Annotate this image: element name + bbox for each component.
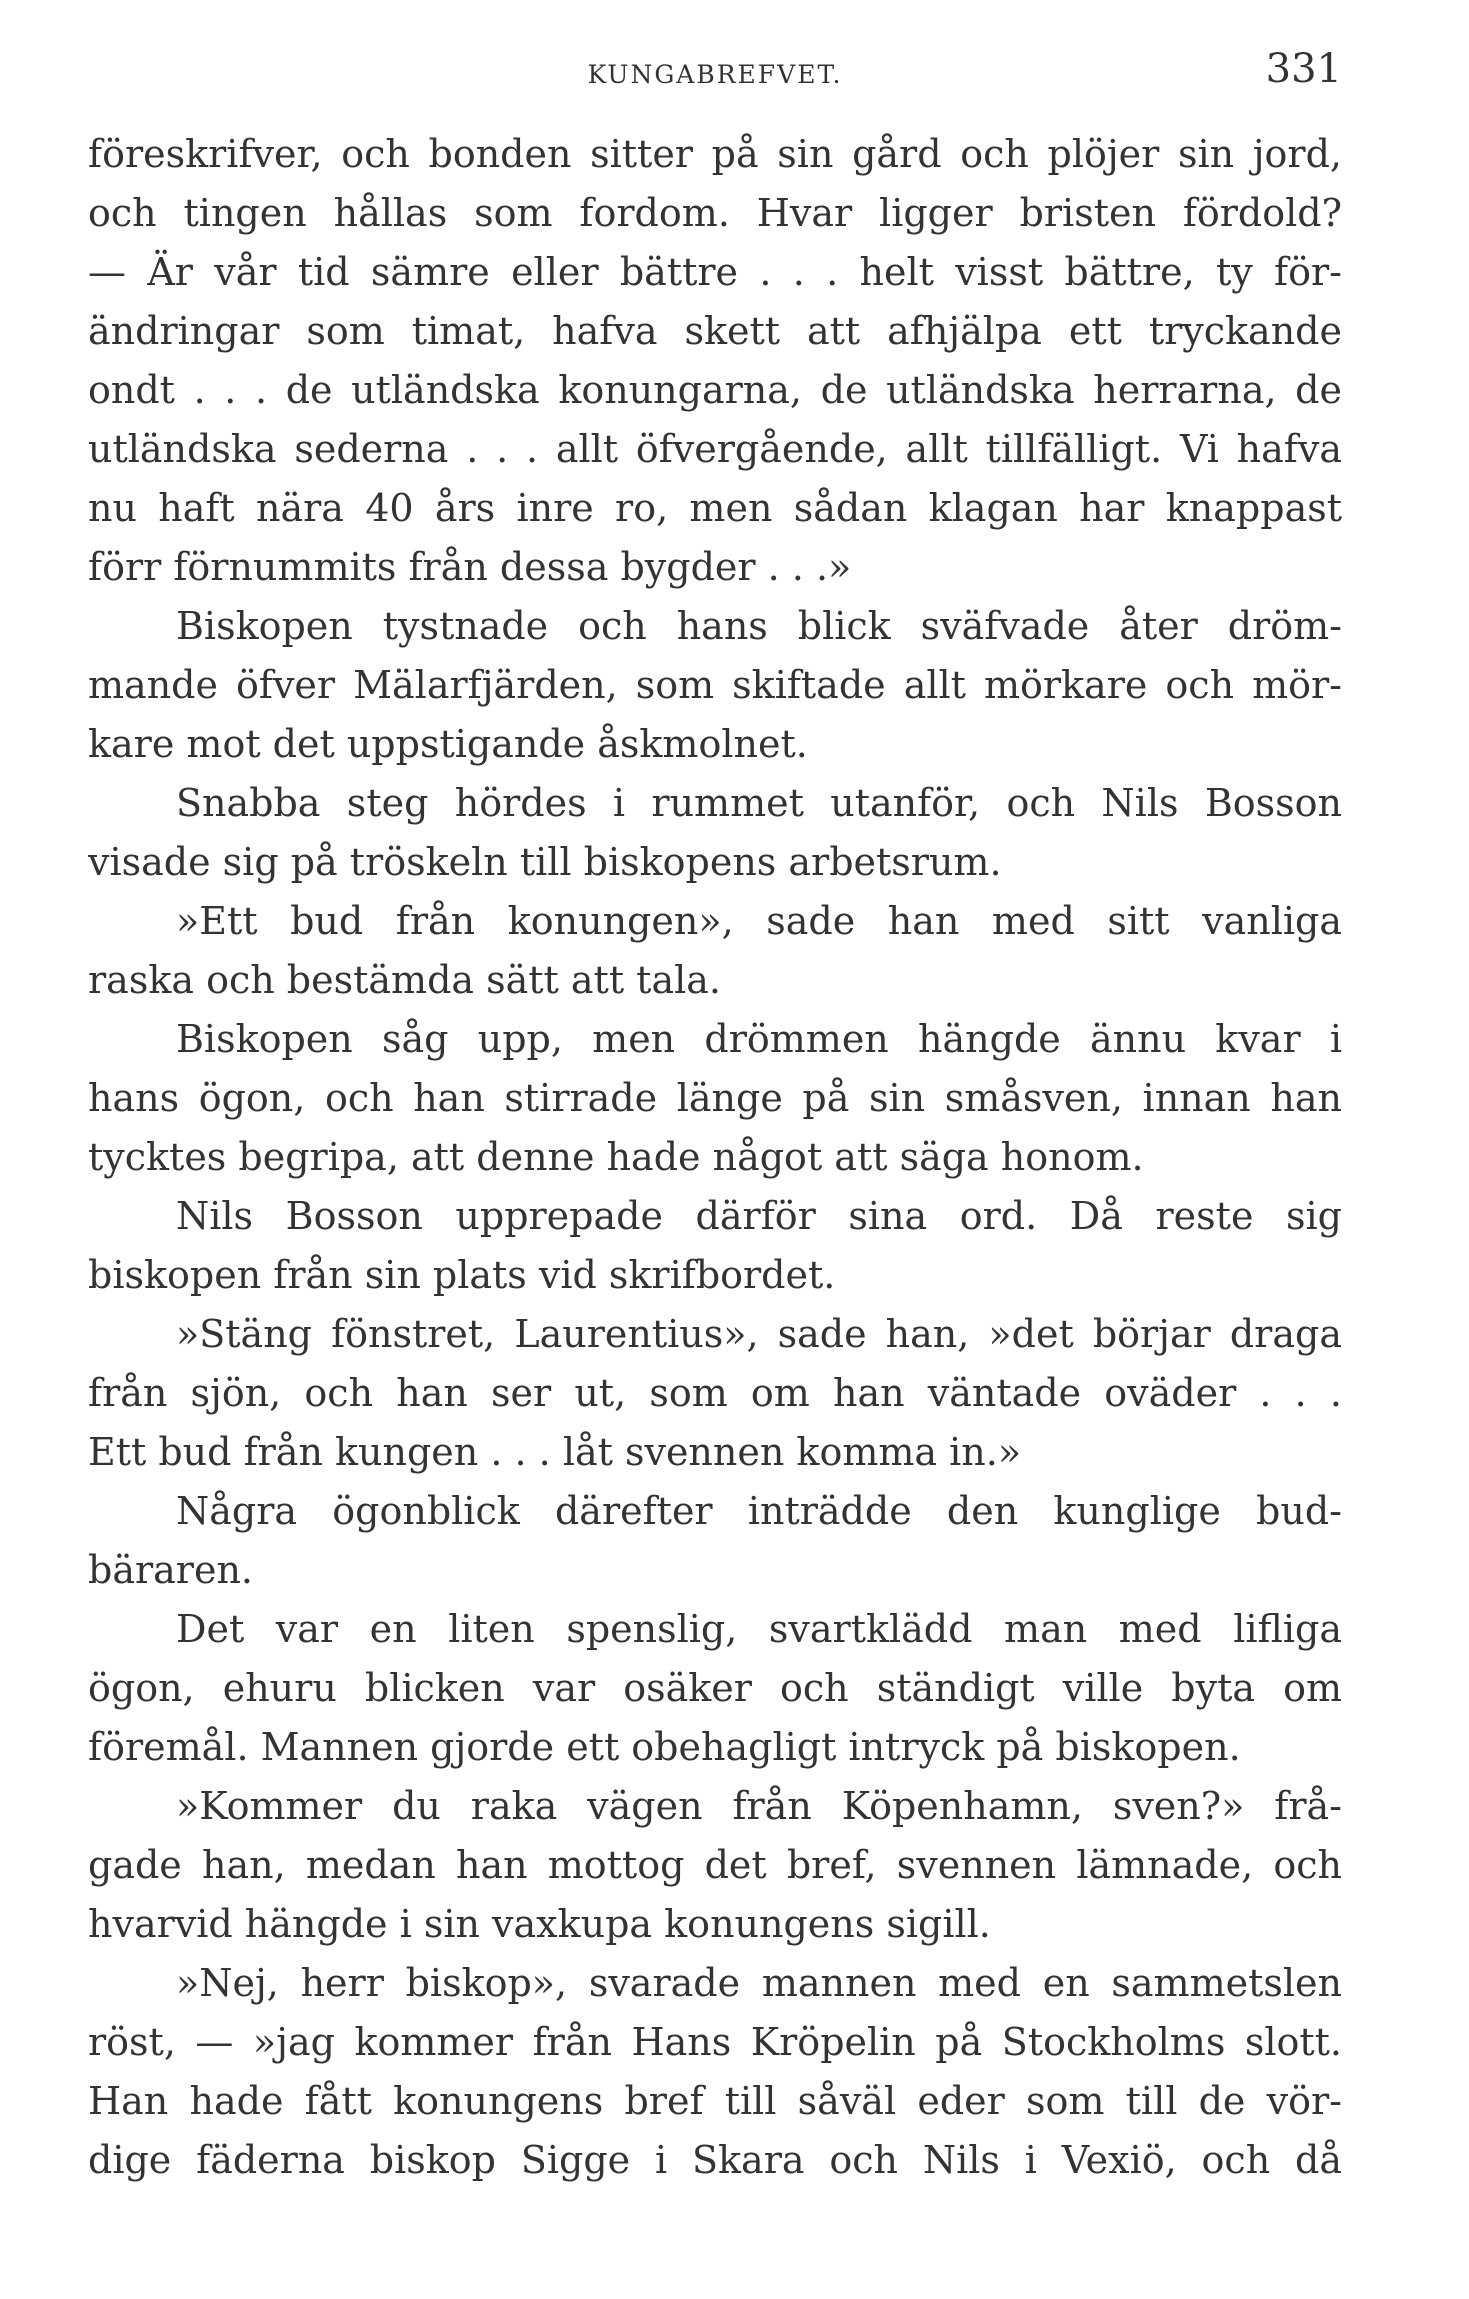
text-line: Några ögonblick därefter inträdde den kunglige bud- <box>176 1489 1342 1533</box>
text-line: ondt . . . de utländska konungarna, de utländska herrarna, de <box>88 368 1342 412</box>
text-line: tycktes begripa, att denne hade något att säga honom. <box>88 1135 1144 1179</box>
running-title: KUNGABREFVET. <box>587 60 843 89</box>
text-line: — Är vår tid sämre eller bättre . . . helt visst bättre, ty för- <box>88 250 1342 294</box>
text-line: utländska sederna . . . allt öfvergående, allt tillfälligt. Vi hafva <box>88 427 1342 471</box>
text-line: raska och bestämda sätt att tala. <box>88 958 721 1002</box>
text-line: förr förnummits från dessa bygder . . .» <box>88 545 852 589</box>
page-header <box>88 46 1342 100</box>
text-line: Snabba steg hördes i rummet utanför, och Nils Bosson <box>176 781 1342 825</box>
text-line: dige fäderna biskop Sigge i Skara och Nils i Vexiö, och då <box>88 2138 1342 2182</box>
body-text <box>88 125 1342 2190</box>
text-line: ögon, ehuru blicken var osäker och ständigt ville byta om <box>88 1666 1342 1710</box>
text-line: »Ett bud från konungen», sade han med sitt vanliga <box>176 899 1342 943</box>
text-line: visade sig på tröskeln till biskopens arbetsrum. <box>88 840 1002 884</box>
text-line: »Nej, herr biskop», svarade mannen med en sammetslen <box>176 1961 1342 2005</box>
text-line: gade han, medan han mottog det bref, svennen lämnade, och <box>88 1843 1342 1887</box>
text-line: biskopen från sin plats vid skrifbordet. <box>88 1253 836 1297</box>
text-line: hvarvid hängde i sin vaxkupa konungens sigill. <box>88 1902 991 1946</box>
text-line: »Kommer du raka vägen från Köpenhamn, sven?» frå- <box>176 1784 1342 1828</box>
text-line: nu haft nära 40 års inre ro, men sådan klagan har knappast <box>88 486 1342 530</box>
text-line: röst, — »jag kommer från Hans Kröpelin på Stockholms slott. <box>88 2020 1342 2064</box>
text-line: Det var en liten spenslig, svartklädd man med lifliga <box>176 1607 1342 1651</box>
text-line: och tingen hållas som fordom. Hvar ligger bristen fördold? <box>88 191 1342 235</box>
text-line: bäraren. <box>88 1548 254 1592</box>
text-line: Han hade fått konungens bref till såväl eder som till de vör- <box>88 2079 1342 2123</box>
text-line: föreskrifver, och bonden sitter på sin gård och plöjer sin jord, <box>88 132 1342 176</box>
text-line: från sjön, och han ser ut, som om han väntade oväder . . . <box>88 1371 1342 1415</box>
text-line: föremål. Mannen gjorde ett obehagligt intryck på biskopen. <box>88 1725 1241 1769</box>
text-line: Nils Bosson upprepade därför sina ord. Då reste sig <box>176 1194 1342 1238</box>
page-number: 331 <box>1265 46 1342 92</box>
text-line: Biskopen tystnade och hans blick sväfvade åter dröm- <box>176 604 1342 648</box>
text-line: hans ögon, och han stirrade länge på sin småsven, innan han <box>88 1076 1342 1120</box>
text-line: Ett bud från kungen . . . låt svennen komma in.» <box>88 1430 1022 1474</box>
text-line: kare mot det uppstigande åskmolnet. <box>88 722 808 766</box>
text-line: ändringar som timat, hafva skett att afhjälpa ett tryckande <box>88 309 1342 353</box>
text-line: Biskopen såg upp, men drömmen hängde ännu kvar i <box>176 1017 1342 1061</box>
text-line: mande öfver Mälarfjärden, som skiftade allt mörkare och mör- <box>88 663 1342 707</box>
text-line: »Stäng fönstret, Laurentius», sade han, »det börjar draga <box>176 1312 1342 1356</box>
